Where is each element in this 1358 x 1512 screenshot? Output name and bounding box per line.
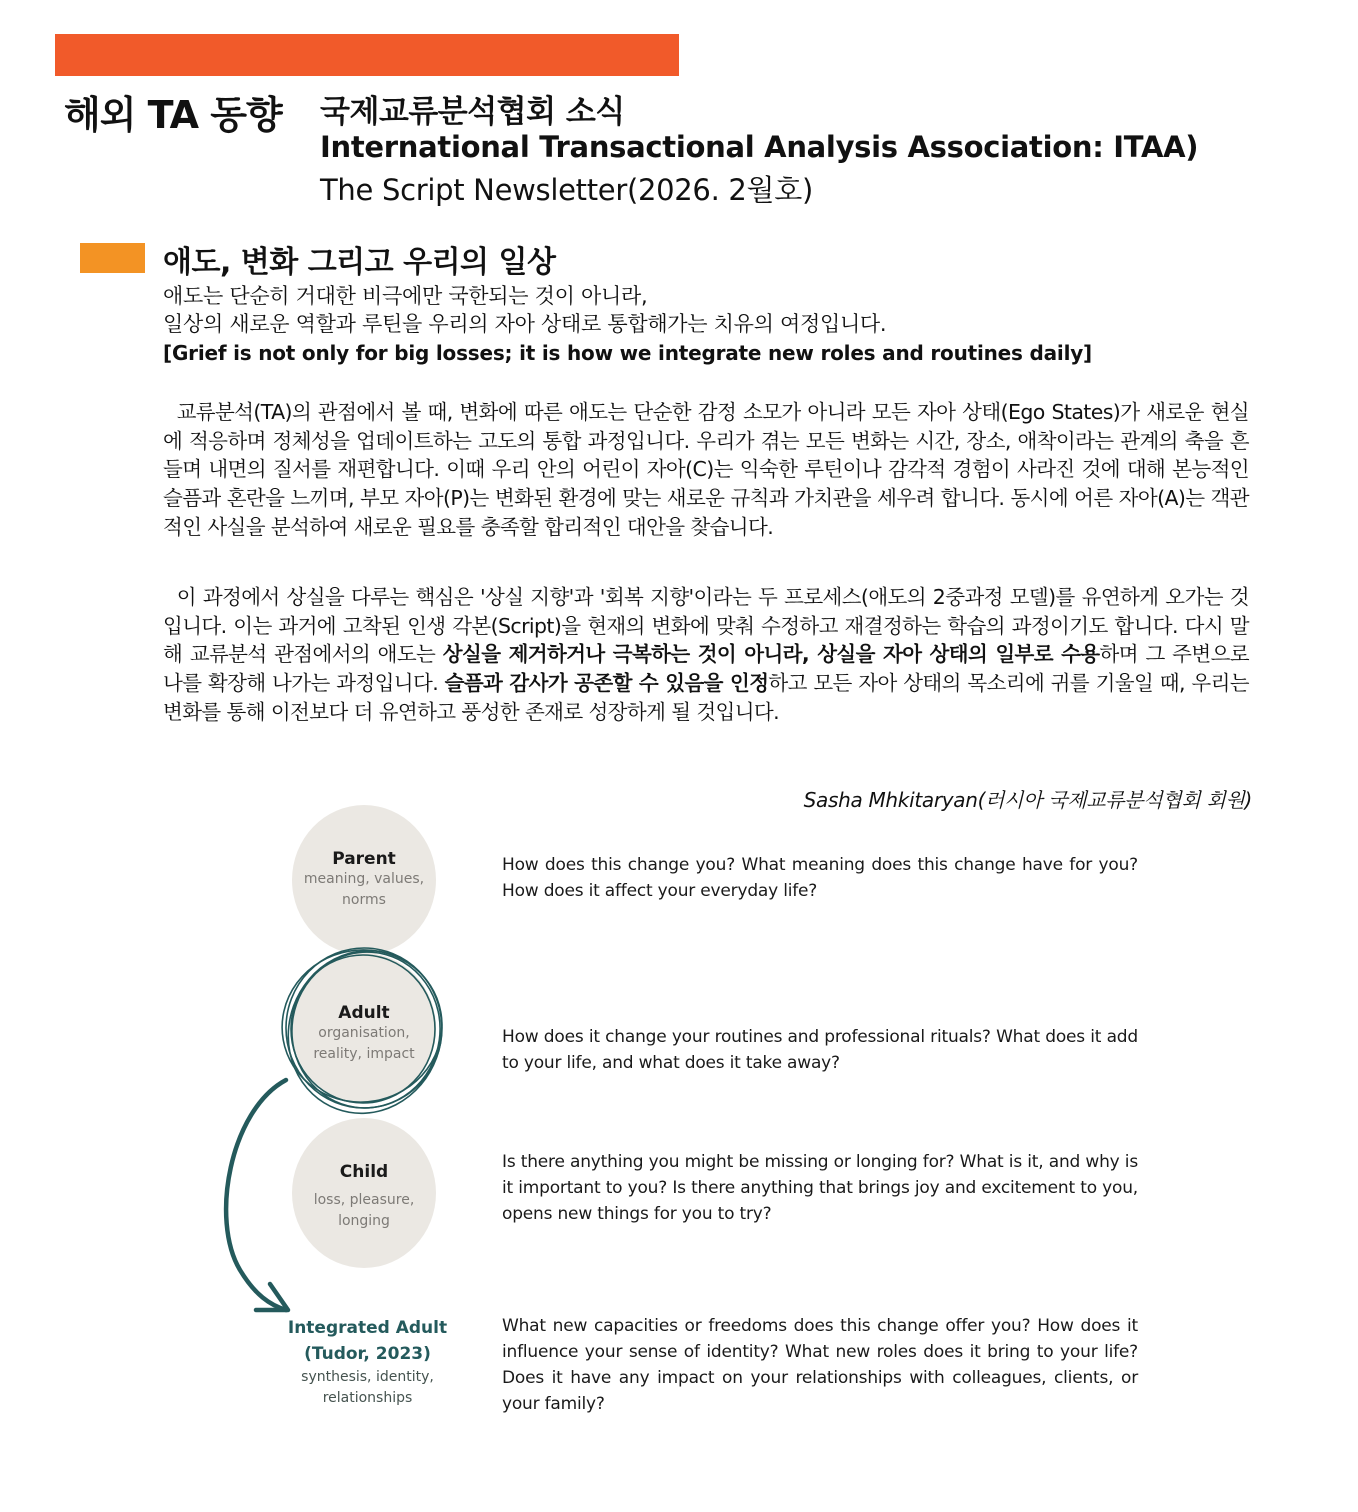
header-title-english: International Transactional Analysis Association: ITAA)	[320, 130, 1199, 164]
header-subtitle: The Script Newsletter(2026. 2월호)	[320, 173, 813, 207]
curved-arrow-icon	[226, 1080, 286, 1310]
child-question: Is there anything you might be missing or longing for? What is it, and why is it important to you? Is there anything that brings joy and excitement to you, opens new things for you to try?	[502, 1152, 1138, 1224]
adult-desc-2: reality, impact	[313, 1046, 415, 1062]
section-label: 해외 TA 동향	[64, 93, 282, 137]
article-paragraph-1: 교류분석(TA)의 관점에서 볼 때, 변화에 따른 애도는 단순한 감정 소모가 아니라 모든 자아 상태(Ego States)가 새로운 현실에 적응하며 정체성을 업데이트하는 고도의 통합 과정입니다. 우리가 겪는 모든 변화는 시간, 장소, 애착이라는 관계의 축을 흔들며 내면의 질서를 재편합니다. 이때 우리 안의 어린이 자아(C)는 익숙한 루틴이나 감각적 경험이 사라진 것에 대해 본능적인 슬픔과 혼란을 느끼며, 부모 자아(P)는 변화된 환경에 맞는 새로운 규칙과 가치관을 세우려 합니다. 동시에 어른 자아(A)는 객관적인 사실을 분석하여 새로운 필요를 충족할 합리적인 대안을 찾습니다.	[163, 400, 1255, 539]
adult-desc-1: organisation,	[318, 1025, 410, 1041]
article-title: 애도, 변화 그리고 우리의 일상	[163, 245, 556, 280]
header-accent-bar	[55, 34, 679, 76]
article-lead-english: [Grief is not only for big losses; it is how we integrate new roles and routines daily]	[163, 341, 1092, 365]
lead-line-2: 일상의 새로운 역할과 루틴을 우리의 자아 상태로 통합해가는 치유의 여정입니다.	[163, 312, 887, 336]
integrated-adult-desc-2: relationships	[322, 1390, 413, 1406]
title-marker	[80, 243, 145, 273]
integrated-adult-question: What new capacities or freedoms does this change offer you? How does it influence your sense of identity? What new roles does it bring to your life? Does it have any impact on your relationships with colleagues, clients, or your family?	[502, 1316, 1138, 1414]
ego-state-diagram	[200, 800, 1160, 1440]
parent-question: How does this change you? What meaning does this change have for you? How does it affect your everyday life?	[502, 855, 1138, 901]
paragraph-2-text: 이 과정에서 상실을 다루는 핵심은 '상실 지향'과 '회복 지향'이라는 두 프로세스(애도의 2중과정 모델)를 유연하게 오가는 것입니다. 이는 과거에 고착된 인생 각본(Script)을 현재의 변화에 맞춰 수정하고 재결정하는 학습의 과정이기도 합니다. 다시 말해 교류분석 관점에서의 애도는	[163, 585, 1249, 667]
header-title-korean: 국제교류분석협회 소식	[320, 94, 625, 130]
child-desc-2: longing	[338, 1213, 390, 1229]
paragraph-2-text: 하며 그 주변으로 나를 확장해 나가는 과정입니다.	[163, 642, 1255, 696]
article-lead	[163, 282, 886, 338]
parent-desc-1: meaning, values,	[303, 871, 425, 887]
paragraph-2-emphasis-1: 상실을 제거하거나 극복하는 것이 아니라, 상실을 자아 상태의 일부로 수용	[442, 642, 1100, 667]
paragraph-2-emphasis-2: 슬픔과 감사가 공존할 수 있음을 인정	[444, 671, 769, 696]
integrated-adult-desc-1: synthesis, identity,	[301, 1369, 434, 1385]
adult-question: How does it change your routines and professional rituals? What does it add to your life, and what does it take away?	[502, 1027, 1138, 1073]
adult-label: Adult	[338, 1003, 390, 1023]
child-label: Child	[339, 1162, 389, 1182]
integrated-adult-citation: (Tudor, 2023)	[304, 1344, 431, 1364]
parent-label: Parent	[332, 849, 396, 869]
lead-line-1: 애도는 단순히 거대한 비극에만 국한되는 것이 아니라,	[163, 284, 648, 308]
scribble-rings-icon	[266, 929, 465, 1135]
article-author: Sasha Mhkitaryan(러시아 국제교류분석협회 회원)	[803, 788, 1252, 812]
integrated-adult-title: Integrated Adult	[287, 1318, 448, 1338]
paragraph-2-text: 하고 모든 자아 상태의 목소리에 귀를 기울일 때, 우리는 변화를 통해 이전보다 더 유연하고 풍성한 존재로 성장하게 될 것입니다.	[163, 671, 1255, 724]
integrated-adult-label	[280, 1315, 455, 1409]
article-paragraph-2	[163, 583, 1255, 727]
child-desc-1: loss, pleasure,	[313, 1192, 415, 1208]
parent-desc-2: norms	[342, 892, 386, 908]
